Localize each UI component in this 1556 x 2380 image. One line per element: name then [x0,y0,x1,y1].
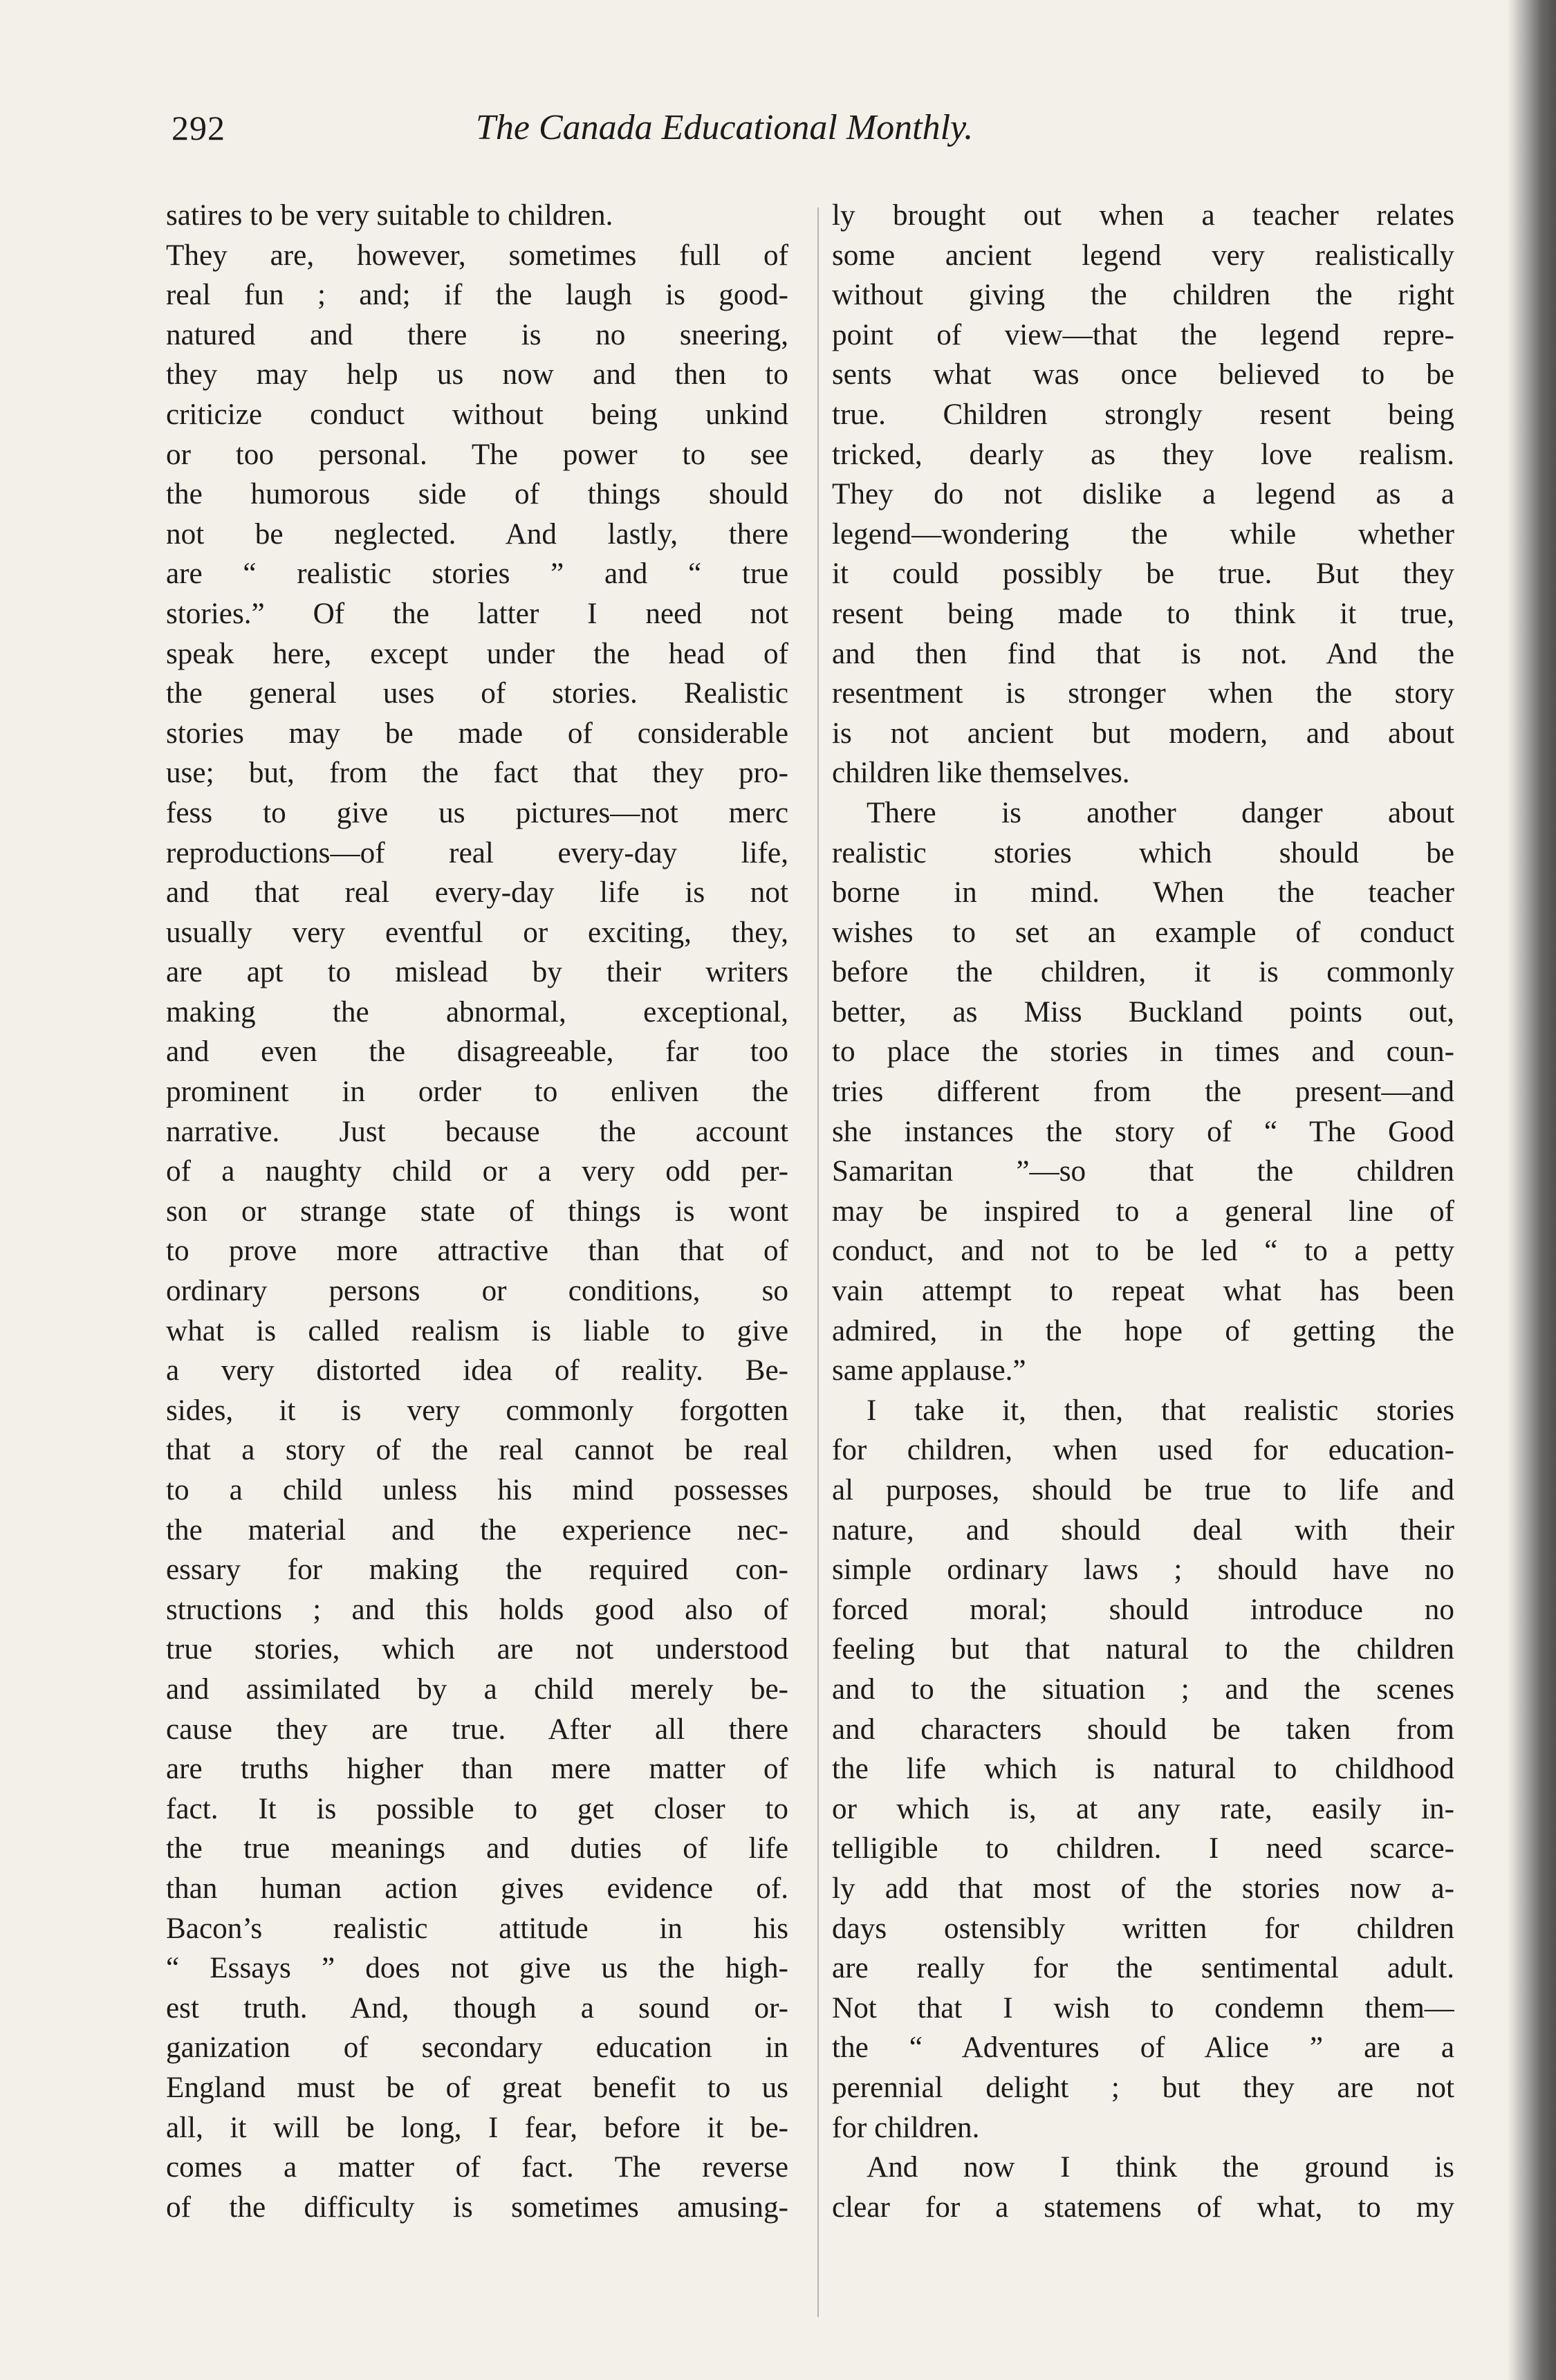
text-line: borne in mind. When the teacher [832,876,1454,910]
text-line: some ancient legend very realistically [832,239,1454,272]
text-line: ly brought out when a teacher relates [832,199,1454,232]
text-line: fess to give us pictures—not merc [166,796,788,829]
text-line: same applause.” [832,1354,1026,1387]
text-line: without giving the children the right [832,279,1454,312]
column-divider [817,207,819,2317]
text-line: the humorous side of things should [166,478,788,511]
text-line: cause they are true. After all there [166,1713,788,1746]
text-line: the material and the experience nec- [166,1513,788,1547]
text-line: days ostensibly written for children [832,1912,1454,1945]
text-line: They do not dislike a legend as a [832,478,1454,511]
text-line: narrative. Just because the account [166,1115,788,1148]
text-line: making the abnormal, exceptional, [166,995,788,1028]
text-line: may be inspired to a general line of [832,1194,1454,1228]
running-title: The Canada Educational Monthly. [476,108,974,147]
text-line: not be neglected. And lastly, there [166,517,788,551]
text-line: it could possibly be true. But they [832,557,1454,591]
text-line: tries different from the present—and [832,1076,1454,1109]
text-line: and then find that is not. And the [832,637,1454,670]
text-line: than human action gives evidence of. [166,1872,788,1905]
text-line: what is called realism is liable to give [166,1314,788,1347]
page-edge-shadow [1508,0,1556,2380]
text-line: prominent in order to enliven the [166,1076,788,1109]
text-line: ganization of secondary education in [166,2031,788,2065]
text-line: are “ realistic stories ” and “ true [166,557,788,591]
text-line: admired, in the hope of getting the [832,1314,1454,1347]
text-line: ly add that most of the stories now a- [832,1872,1454,1905]
text-line: better, as Miss Buckland points out, [832,995,1454,1028]
page-header [172,104,1154,166]
text-line: telligible to children. I need scarce- [832,1832,1454,1865]
text-line: est truth. And, though a sound or- [166,1991,788,2024]
text-line: they may help us now and then to [166,358,788,391]
text-line: she instances the story of “ The Good [832,1115,1454,1148]
text-line: or too personal. The power to see [166,438,788,471]
text-line: nature, and should deal with their [832,1513,1454,1547]
text-line: England must be of great benefit to us [166,2071,788,2104]
text-line: for children. [832,2111,980,2144]
text-line: the true meanings and duties of life [166,1832,788,1865]
text-line: usually very eventful or exciting, they, [166,916,788,949]
text-line: clear for a statemens of what, to my [832,2190,1454,2224]
text-line: al purposes, should be true to life and [832,1474,1454,1506]
text-line: They are, however, sometimes full of [166,239,788,272]
text-line: sides, it is very commonly forgotten [166,1394,788,1427]
text-line: is not ancient but modern, and about [832,717,1454,750]
text-line: wishes to set an example of conduct [832,916,1454,949]
text-line: satires to be very suitable to children. [166,199,613,232]
text-line: true stories, which are not understood [166,1633,788,1666]
text-line: speak here, except under the head of [166,637,788,670]
text-line: real fun ; and; if the laugh is good- [166,279,788,312]
text-line: point of view—that the legend repre- [832,318,1454,351]
text-line: And now I think the ground is [867,2151,1454,2184]
text-line: for children, when used for education- [832,1434,1454,1467]
text-line: are really for the sentimental adult. [832,1952,1454,1985]
text-line: vain attempt to repeat what has been [832,1275,1454,1308]
text-line: to a child unless his mind possesses [166,1474,788,1506]
text-line: There is another danger about [867,796,1454,829]
text-line: Samaritan ”—so that the children [832,1155,1454,1188]
text-line: reproductions—of real every-day life, [166,836,788,869]
text-line: perennial delight ; but they are not [832,2071,1454,2104]
text-line: essary for making the required con- [166,1553,788,1587]
text-line: criticize conduct without being unkind [166,398,788,431]
text-line: of a naughty child or a very odd per- [166,1155,788,1188]
text-line: resentment is stronger when the story [832,677,1454,710]
text-line: forced moral; should introduce no [832,1593,1454,1626]
text-line: feeling but that natural to the children [832,1633,1454,1666]
text-line: a very distorted idea of reality. Be- [166,1354,788,1387]
text-line: the general uses of stories. Realistic [166,677,788,710]
text-line: and assimilated by a child merely be- [166,1672,788,1706]
text-line: to place the stories in times and coun- [832,1035,1454,1069]
text-line: use; but, from the fact that they pro- [166,757,788,790]
left-column [166,196,788,2227]
text-line: I take it, then, that realistic stories [867,1394,1454,1427]
text-line: resent being made to think it true, [832,597,1454,630]
text-line: of the difficulty is sometimes amusing- [166,2190,788,2224]
text-line: children like themselves. [832,757,1130,790]
text-line: the life which is natural to childhood [832,1753,1454,1786]
text-line: and characters should be taken from [832,1713,1454,1746]
text-line: ordinary persons or conditions, so [166,1275,788,1308]
text-line: son or strange state of things is wont [166,1194,788,1228]
text-line: or which is, at any rate, easily in- [832,1792,1454,1825]
text-line: are apt to mislead by their writers [166,956,788,989]
text-line: are truths higher than mere matter of [166,1753,788,1786]
text-line: and that real every-day life is not [166,876,788,910]
text-line: structions ; and this holds good also of [166,1593,788,1626]
text-line: stories.” Of the latter I need not [166,597,788,630]
text-line: Not that I wish to condemn them— [832,1991,1454,2024]
text-line: that a story of the real cannot be real [166,1434,788,1467]
text-line: simple ordinary laws ; should have no [832,1553,1454,1587]
text-line: all, it will be long, I fear, before it be- [166,2111,788,2144]
text-line: conduct, and not to be led “ to a petty [832,1235,1454,1268]
text-line: and even the disagreeable, far too [166,1035,788,1069]
text-line: to prove more attractive than that of [166,1235,788,1268]
text-line: and to the situation ; and the scenes [832,1672,1454,1706]
page-number: 292 [172,109,225,147]
text-line: natured and there is no sneering, [166,318,788,351]
text-line: tricked, dearly as they love realism. [832,438,1454,471]
text-line: fact. It is possible to get closer to [166,1792,788,1825]
text-line: before the children, it is commonly [832,956,1454,989]
text-line: realistic stories which should be [832,836,1454,869]
text-line: true. Children strongly resent being [832,398,1454,431]
text-line: “ Essays ” does not give us the high- [166,1952,788,1985]
text-line: comes a matter of fact. The reverse [166,2151,788,2184]
text-line: the “ Adventures of Alice ” are a [832,2031,1454,2065]
text-line: Bacon’s realistic attitude in his [166,1912,788,1945]
text-line: legend—wondering the while whether [832,517,1454,551]
text-line: stories may be made of considerable [166,717,788,750]
right-column [832,196,1454,2227]
text-line: sents what was once believed to be [832,358,1454,391]
